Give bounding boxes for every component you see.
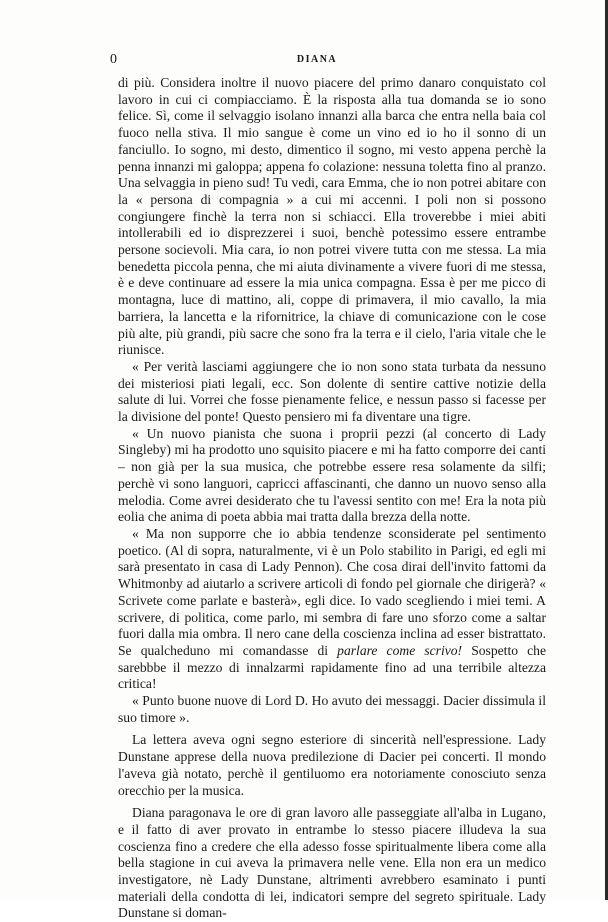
paragraph: di più. Considera inoltre il nuovo piacere del primo danaro conquistato col lavoro in cui ci compiacciamo. È la risposta alla tua domanda se io sono felice. Sì, come il selvaggio isolano innanzi alla barca che entra nella baia col fuoco nella stiva. Il mio sangue è come un vino ed io ho il sonno di un fanciullo. Io sogno, mi desto, dimentico il sogno, mi vesto appena perchè la penna innanzi mi galoppa; appena fo colazione: nessuna toletta fino al pranzo. Una selvaggia in pieno sud! Tu vedi, cara Emma, che io non potrei abitare con la « persona di compagnia » a cui mi accenni. I poli non si possono congiungere finchè la terra non si schiacci. Ella troverebbe i miei abiti intollerabili ed io disprezzerei i suoi, benchè potessimo essere entrambe persone socievoli. Mia cara, io non potrei vivere tutta con me stessa. La mia benedetta piccola penna, che mi aiuta divinamente a vivere fuori di me stessa, è e deve continuare ad essere la mia unica compagna. Essa è per me picco di montagna, luce di mattino, ali, coppe di primavera, il mio cavallo, la mia barriera, la lancetta e la rifornitrice, la chiave di comunicazione con le cose più alte, più grandi, più sacre che sono fra la terra e il cielo, l'aria vitale che le riunisce. xyxy=(118,75,546,358)
paragraph: « Per verità lasciami aggiungere che io non sono stata turbata da nessuno dei misteriosi piati legali, ecc. Son dolente di sentire cattive notizie della salute di lui. Vorrei che fosse pienamente felice, e nessun passo si facesse per la divisione del ponte! Questo pensiero mi fa diventare una tigre. xyxy=(118,358,546,425)
running-head: DIANA xyxy=(296,54,338,65)
page-header xyxy=(92,52,542,70)
paragraph: Diana paragonava le ore di gran lavoro alle passeggiate all'alba in Lugano, e il fatto di aver provato in entrambe lo stesso piacere illudeva la sua coscienza fino a credere che ella adesso fosse spiritualmente libera come alla bella stagione in cui aveva la primavera nelle vene. Ella non era un medico investigatore, nè Lady Dunstane, altrimenti avrebbero esaminato i punti materiali della condotta di lei, indicatori sempre del segreto spirituale. Lady Dunstane si doman- xyxy=(118,805,546,921)
paragraph-text: Sospetto che sarebbbe il mezzo di innalzarmi rapidamente fino ad una terribile altezza critica! xyxy=(118,642,546,692)
paragraph: « Punto buone nuove di Lord D. Ho avuto dei messaggi. Dacier dissimula il suo timore ». xyxy=(118,693,546,725)
paragraph-text: « Ma non supporre che io abbia tendenze sconsiderate pel sentimento poetico. (Al di sopra, naturalmente, vi è un Polo stabilito in Parigi, ed egli mi sarà presentato in casa di Lady Pennon). Che cosa dirai dell'invito fattomi da Whitmonby ad aiutarlo a scrivere articoli di fondo pel giornale che dirigerà? « Scrivete come parlate e basterà», egli dice. Io vado scegliendo i miei temi. A scrivere, di politica, come parlo, mi sembra di fare uno sforzo come a saltar fuori dalla mia ombra. Il nero cane della coscienza inclina ad esser bistrattato. Se qualcheduno mi comandasse di xyxy=(118,525,546,658)
paragraph: La lettera aveva ogni segno esteriore di sincerità nell'espressione. Lady Dunstane apprese della nuova predilezione di Dacier pei concerti. Il mondo l'aveva già notato, perchè il gentiluomo era notoriamente conosciuto senza orecchio per la musica. xyxy=(118,732,546,798)
italic-phrase: parlare come scrivo! xyxy=(337,642,463,658)
body-text xyxy=(118,75,546,922)
paragraph xyxy=(118,526,546,693)
page-number: 0 xyxy=(110,52,117,67)
paragraph: « Un nuovo pianista che suona i proprii pezzi (al concerto di Lady Singleby) mi ha prodotto uno squisito piacere e mi ha fatto comporre dei canti – non già per la sua musica, che potrebbe essere resa solamente da silfi; perchè vi sono languori, capricci affascinanti, che danno un nuovo senso alla melodia. Come avrei desiderato che tu l'avessi sentito con me! Era la nota più eolia che anima di poeta abbia mai tratta dalla brezza della notte. xyxy=(118,425,546,525)
